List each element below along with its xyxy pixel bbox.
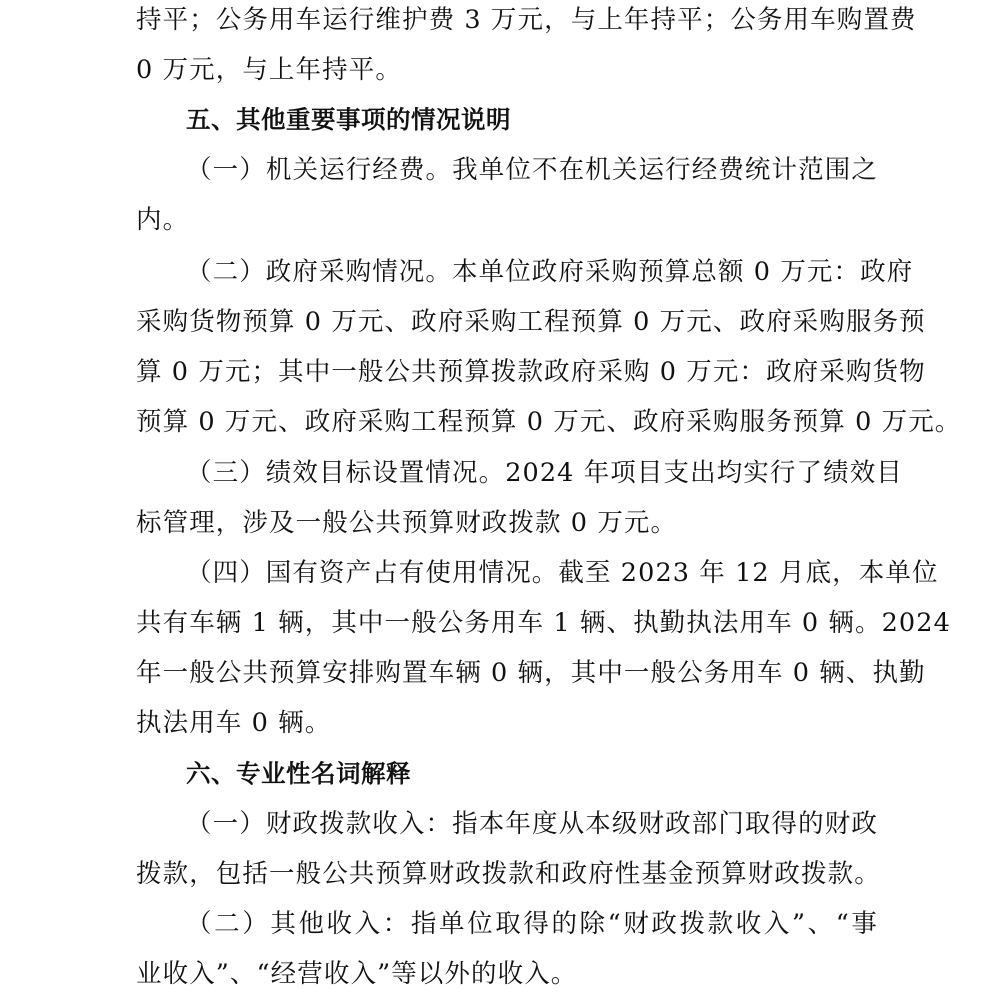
paragraph-line: 标管理，涉及一般公共预算财政拨款 0 万元。 — [136, 508, 678, 538]
paragraph-line: （二）其他收入：指单位取得的除“财政拨款收入”、“事 — [186, 909, 878, 939]
paragraph-line: 拨款，包括一般公共预算财政拨款和政府性基金预算财政拨款。 — [136, 859, 881, 889]
paragraph-line: （一）财政拨款收入：指本年度从本级财政部门取得的财政 — [186, 809, 878, 839]
paragraph-line: （三）绩效目标设置情况。2024 年项目支出均实行了绩效目 — [186, 458, 903, 488]
paragraph-line: 共有车辆 1 辆，其中一般公务用车 1 辆、执勤执法用车 0 辆。2024 — [136, 608, 951, 638]
paragraph-line: 业收入”、“经营收入”等以外的收入。 — [136, 959, 578, 989]
section-heading: 五、其他重要事项的情况说明 — [186, 105, 511, 134]
paragraph-line: 内。 — [136, 205, 190, 235]
document-page — [136, 0, 962, 992]
section-heading: 六、专业性名词解释 — [186, 759, 411, 788]
paragraph-line: 年一般公共预算安排购置车辆 0 辆，其中一般公务用车 0 辆、执勤 — [136, 658, 926, 688]
paragraph-line: 采购货物预算 0 万元、政府采购工程预算 0 万元、政府采购服务预 — [136, 307, 926, 337]
paragraph-line: （一）机关运行经费。我单位不在机关运行经费统计范围之 — [186, 155, 878, 185]
paragraph-line: 持平；公务用车运行维护费 3 万元，与上年持平；公务用车购置费 — [136, 5, 917, 35]
paragraph-line: 算 0 万元；其中一般公共预算拨款政府采购 0 万元：政府采购货物 — [136, 357, 926, 387]
paragraph-line: （二）政府采购情况。本单位政府采购预算总额 0 万元：政府 — [186, 257, 914, 287]
paragraph-line: 执法用车 0 辆。 — [136, 708, 332, 738]
paragraph-line: 预算 0 万元、政府采购工程预算 0 万元、政府采购服务预算 0 万元。 — [136, 407, 962, 437]
paragraph-line: 0 万元，与上年持平。 — [136, 55, 402, 85]
paragraph-line: （四）国有资产占有使用情况。截至 2023 年 12 月底，本单位 — [186, 558, 939, 588]
